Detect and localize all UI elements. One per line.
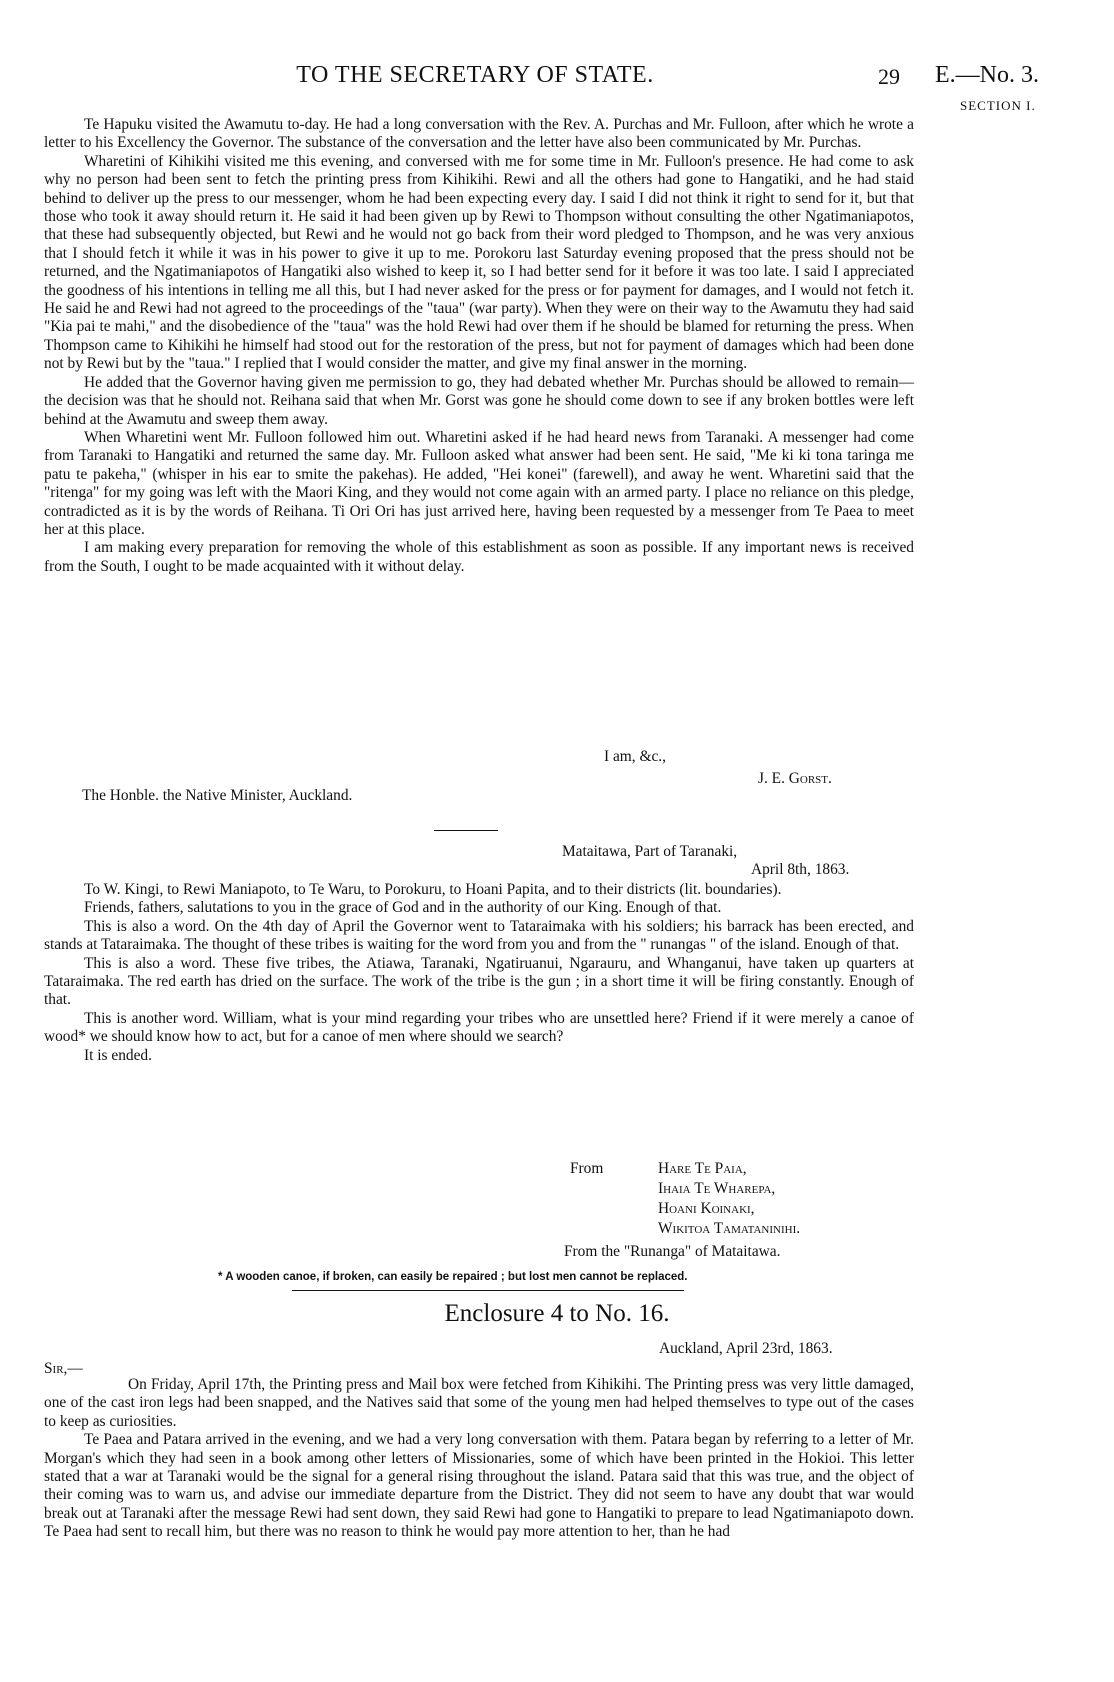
section-divider xyxy=(292,1290,684,1291)
document-reference: E.—No. 3. xyxy=(935,62,1039,88)
paragraph: To W. Kingi, to Rewi Maniapoto, to Te Waru, to Porokuru, to Hoani Papita, and to their districts (lit. boundaries). xyxy=(84,881,782,898)
salutation: Sir,— xyxy=(44,1360,83,1377)
section-label: SECTION I. xyxy=(960,98,1036,113)
paragraph: It is ended. xyxy=(84,1046,152,1064)
page-number: 29 xyxy=(878,64,900,89)
paragraph: Te Hapuku visited the Awamutu to-day. He had a long conversation with the Rev. A. Purchas and Mr. Fulloon, after which he wrote a letter to his Excellency the Governor. The substance of the conversation and the letter have also been communicated by Mr. Purchas. xyxy=(44,116,914,152)
letter1-body xyxy=(44,116,914,576)
paragraph: Te Paea and Patara arrived in the evening, and we had a very long conversation with them. Patara began by referring to a letter of Mr. Morgan's which they had seen in a book among other letters of Missionaries, some of which have been printed in the Hokioi. This letter stated that a war at Taranaki would be the signal for a general rising throughout the island. Patara said that this was true, and the object of their coming was to warn us, and advise our immediate departure from the District. They did not seem to have any doubt that war would break out at Taranaki after the message Rewi had sent down, they said Rewi had gone to Hangatiki to prepare to lead Ngatimaniapoto down. Te Paea had sent to recall him, but there was no reason to think he would pay more attention to her, than he had xyxy=(44,1431,914,1541)
running-title: TO THE SECRETARY OF STATE. xyxy=(296,62,654,88)
from-runanga: From the "Runanga" of Mataitawa. xyxy=(564,1243,781,1260)
letter2-body xyxy=(44,881,914,1065)
paragraph: On Friday, April 17th, the Printing press and Mail box were fetched from Kihikihi. The Printing press was very little damaged, one of the cast iron legs had been snapped, and the Natives said that some of the young men had helped themselves to type out of the cases to keep as curiosities. xyxy=(44,1376,914,1430)
signatory: Hare Te Paia, xyxy=(658,1160,747,1177)
letter1-signature: J. E. Gorst. xyxy=(758,770,832,787)
footnote: * A wooden canoe, if broken, can easily be repaired ; but lost men cannot be replaced. xyxy=(218,1271,688,1283)
paragraph: I am making every preparation for removing the whole of this establishment as soon as possible. If any important news is received from the South, I ought to be made acquainted with it without delay. xyxy=(44,539,914,575)
letter1-closing: I am, &c., xyxy=(604,748,666,765)
signatory: Wikitoa Tamataninihi. xyxy=(658,1220,801,1237)
letter2-place: Mataitawa, Part of Taranaki, xyxy=(562,843,738,860)
enclosure-heading: Enclosure 4 to No. 16. xyxy=(444,1300,670,1327)
signatory-list xyxy=(658,1159,800,1239)
signatory: Ihaia Te Wharepa, xyxy=(658,1180,776,1197)
paragraph: This is another word. William, what is your mind regarding your tribes who are unsettled here? Friend if it were merely a canoe of wood* we should know how to act, but for a canoe of men where should we search? xyxy=(44,1009,914,1046)
paragraph: This is also a word. These five tribes, the Atiawa, Taranaki, Ngatiruanui, Ngarauru, and Whanganui, have taken up quarters at Tataraimaka. The red earth has dried on the surface. The work of the tribe is the gun ; in a short time it will be firing constantly. Enough of that. xyxy=(44,954,914,1009)
letter2-date: April 8th, 1863. xyxy=(751,861,850,878)
letter1-addressee: The Honble. the Native Minister, Auckland. xyxy=(82,787,353,804)
enclosure-body xyxy=(44,1376,914,1542)
paragraph: When Wharetini went Mr. Fulloon followed him out. Wharetini asked if he had heard news from Taranaki. A messenger had come from Taranaki to Hangatiki and returned the same day. Mr. Fulloon asked what answer had been sent. He said, "Me ki ki tona taringa me patu te pakeha," (whisper in his ear to smite the pakehas). He added, "Hei konei" (farewell), and away he went. Wharetini said that the "ritenga" for my going was left with the Maori King, and they would not come again with an armed party. I place no reliance on this pledge, contradicted as it is by the words of Reihana. Ti Ori Ori has just arrived here, having been requested by a messenger from Te Paea to meet her at this place. xyxy=(44,428,914,538)
signatory: Hoani Koinaki, xyxy=(658,1200,755,1217)
from-label: From xyxy=(570,1160,604,1177)
enclosure-date: Auckland, April 23rd, 1863. xyxy=(659,1340,833,1357)
paragraph: This is also a word. On the 4th day of April the Governor went to Tataraimaka with his soldiers; his barrack has been erected, and stands at Tataraimaka. The thought of these tribes is waiting for the word from you and from the " runangas " of the island. Enough of that. xyxy=(44,917,914,954)
paragraph: Friends, fathers, salutations to you in the grace of God and in the authority of our King. Enough of that. xyxy=(84,899,722,917)
section-divider xyxy=(434,830,498,831)
paragraph: Wharetini of Kihikihi visited me this evening, and conversed with me for some time in Mr. Fulloon's presence. He had come to ask why no person had been sent to fetch the printing press from Kihikihi. Rewi and all the others had gone to Hangatiki, and he had staid behind to deliver up the press to our messenger, whom he had been expecting every day. I said I did not think it right to send for it, but that those who took it away should return it. He said it had been given up by Rewi to Thompson without consulting the other Ngatimaniapotos, that these had subsequently objected, but Rewi and he would not go back from their word pledged to Thompson, and he was very anxious that I should fetch it while it was in his power to give it up to me. Porokoru last Saturday evening proposed that the press should not be returned, and the Ngatimaniapotos of Hangatiki also wished to keep it, so I had better send for it before it was too late. I said I appreciated the goodness of his intentions in telling me all this, but I had never asked for the press or for payment for damages, and I would not fetch it. He said he and Rewi had not agreed to the proceedings of the "taua" (war party). When they were on their way to the Awamutu they had said "Kia pai te mahi," and the disobedience of the "taua" was the hold Rewi had over them if he should be blamed for returning the press. When Thompson came to Kihikihi he himself had stood out for the restoration of the press, but not for payment of damages which had been done not by Rewi but by the "taua." I replied that I would consider the matter, and give my final answer in the morning. xyxy=(44,152,914,373)
paragraph: He added that the Governor having given me permission to go, they had debated whether Mr. Purchas should be allowed to remain—the decision was that he should not. Reihana said that when Mr. Gorst was gone he should come down to see if any broken bottles were left behind at the Awamutu and sweep them away. xyxy=(44,373,914,428)
